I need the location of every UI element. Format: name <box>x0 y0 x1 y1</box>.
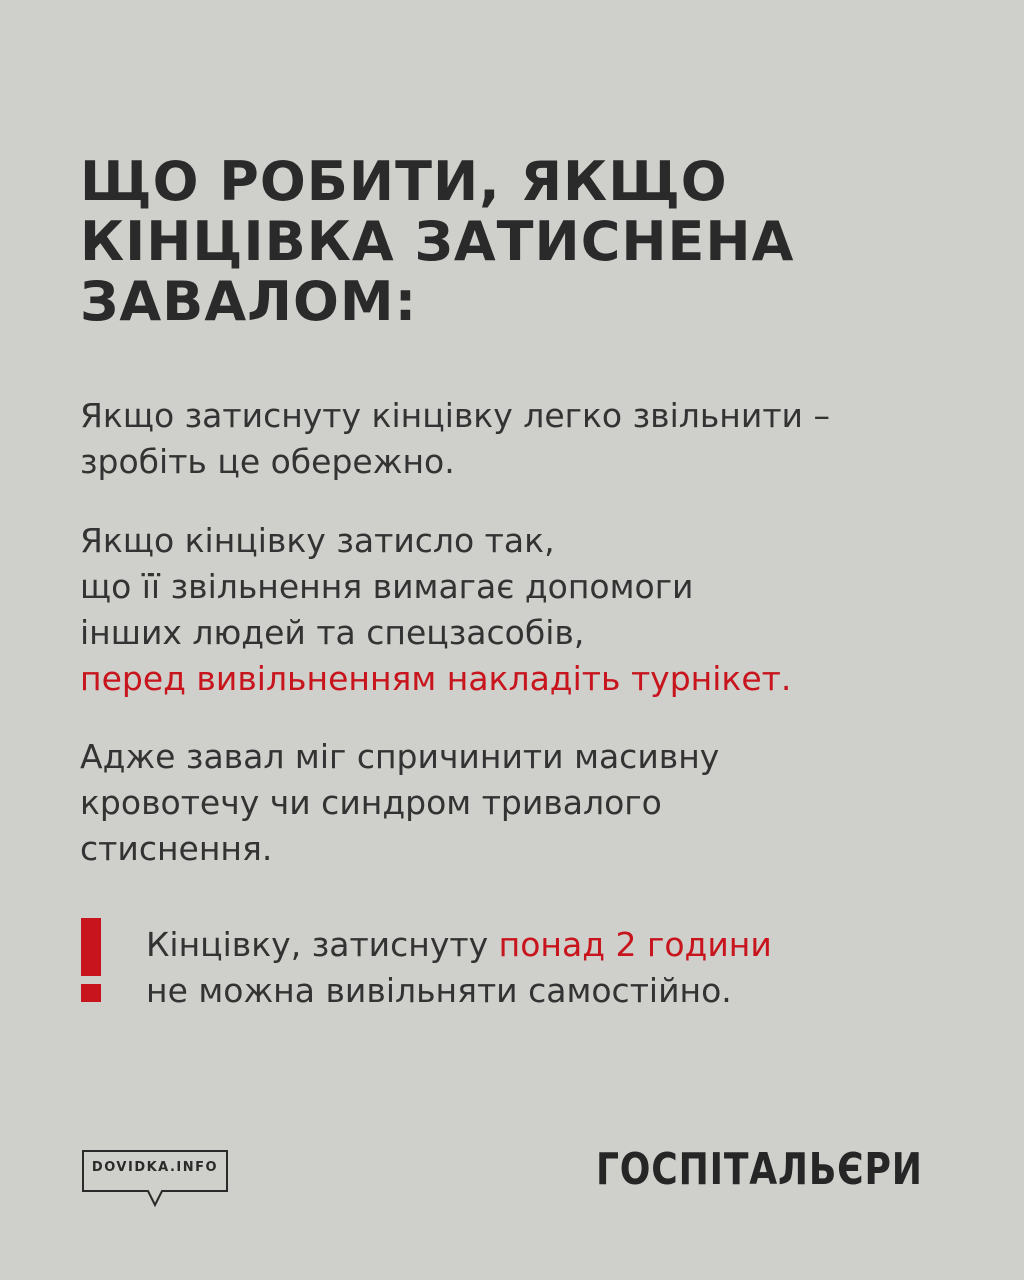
paragraph-line: інших людей та спецзасобів, <box>80 613 585 652</box>
warning-highlight: понад 2 години <box>498 925 772 964</box>
exclamation-bar <box>81 918 101 976</box>
paragraph-free-limb <box>80 393 980 485</box>
page-title <box>80 152 960 332</box>
warning-text <box>146 922 966 1014</box>
paragraph-line: зробіть це обережно. <box>80 442 455 481</box>
paragraph-reason <box>80 734 980 872</box>
warning-text-start: Кінцівку, затиснуту <box>146 925 499 964</box>
paragraph-line: що її звільнення вимагає допомоги <box>80 567 694 606</box>
brand-logo: ГОСПІТАЛЬЄРИ <box>596 1144 923 1195</box>
exclamation-dot <box>81 984 101 1002</box>
paragraph-line: Якщо кінцівку затисло так, <box>80 521 555 560</box>
paragraph-line: стиснення. <box>80 829 273 868</box>
title-line: ЗАВАЛОМ: <box>80 270 418 333</box>
highlighted-instruction: перед вивільненням накладіть турнікет. <box>80 659 792 698</box>
title-line: КІНЦІВКА ЗАТИСНЕНА <box>80 210 795 273</box>
source-badge <box>82 1150 228 1192</box>
warning-line: не можна вивільняти самостійно. <box>146 971 732 1010</box>
exclamation-mark-icon <box>78 918 104 1002</box>
paragraph-line: Якщо затиснуту кінцівку легко звільнити – <box>80 396 830 435</box>
warning-line <box>146 922 966 968</box>
paragraph-line: кровотечу чи синдром тривалого <box>80 783 662 822</box>
source-label: DOVIDKA.INFO <box>91 1160 219 1175</box>
paragraph-tourniquet <box>80 518 980 702</box>
paragraph-line: Адже завал міг спричинити масивну <box>80 737 720 776</box>
speech-bubble-icon <box>82 1150 228 1208</box>
title-line: ЩО РОБИТИ, ЯКЩО <box>80 150 728 213</box>
